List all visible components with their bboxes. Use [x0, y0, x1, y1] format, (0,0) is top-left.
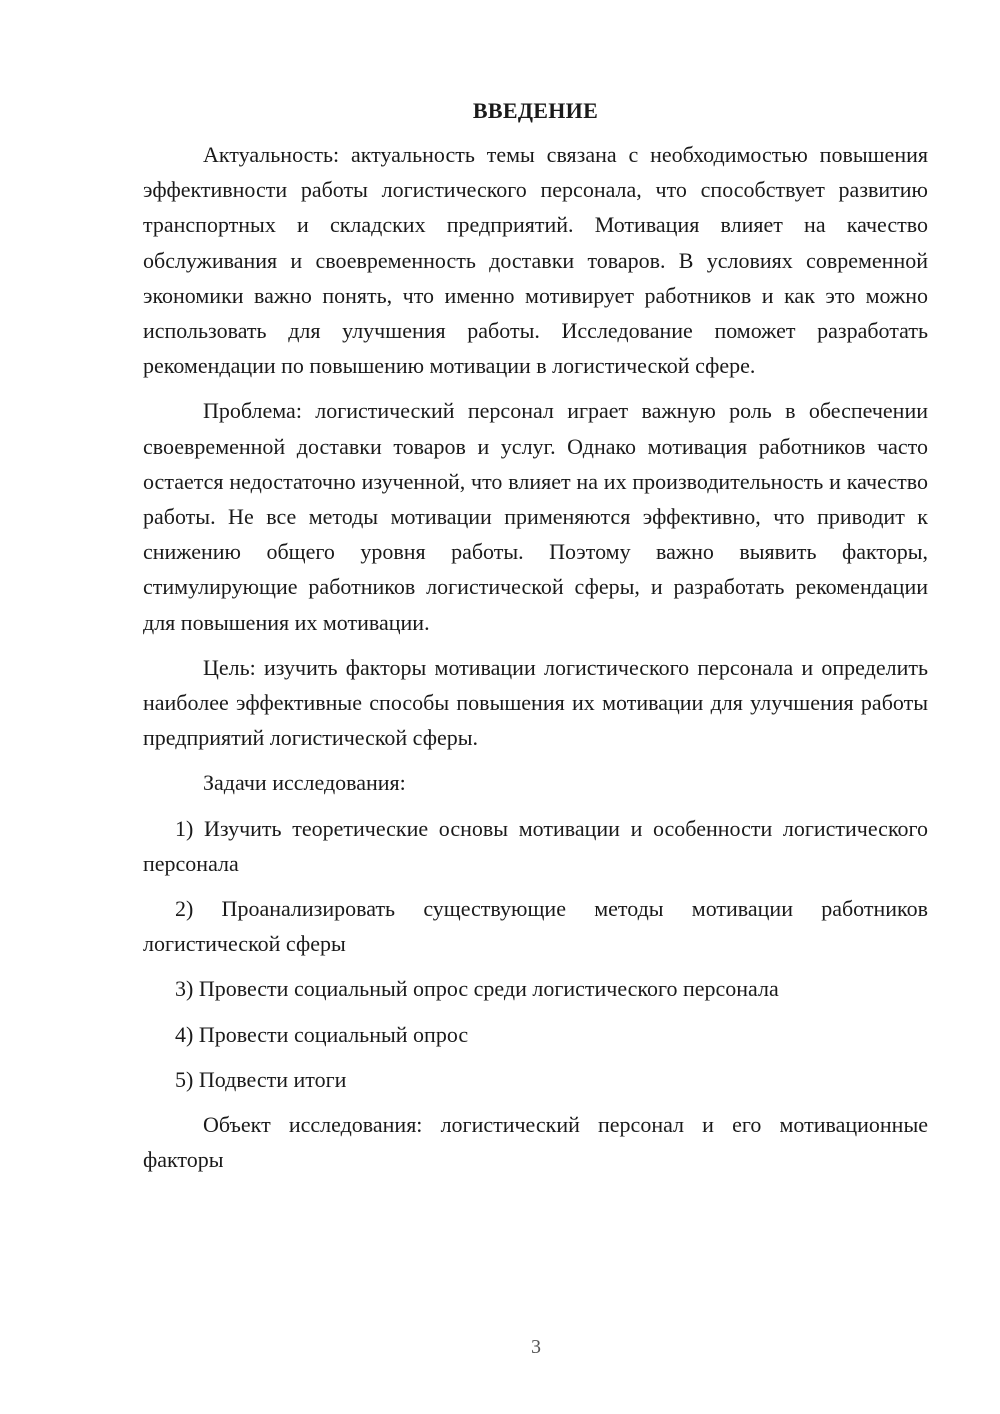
page-content	[143, 95, 928, 1187]
paragraph-object: Объект исследования: логистический персонал и его мотивационные факторы	[143, 1112, 928, 1173]
task-item-3: 3) Провести социальный опрос среди логистического персонала	[175, 976, 779, 1002]
paragraph-goal: Цель: изучить факторы мотивации логистического персонала и определить наиболее эффективные способы повышения их мотивации для улучшения работы предприятий логистической сферы.	[143, 654, 928, 751]
section-heading: ВВЕДЕНИЕ	[472, 98, 599, 123]
paragraph-problem: Проблема: логистический персонал играет важную роль в обеспечении своевременной доставки товаров и услуг. Однако мотивация работников часто остается недостаточно изученной, что влияет на их производительность и качество работы. Не все методы мотивации применяются эффективно, что приводит к снижению общего уровня работы. Поэтому важно выявить факторы, стимулирующие работников логистической сферы, и разработать рекомендации для повышения их мотивации.	[143, 398, 928, 635]
task-item-1: 1) Изучить теоретические основы мотивации и особенности логистического персонала	[143, 815, 928, 876]
page-number	[72, 1333, 1000, 1361]
page-number-value: 3	[531, 1336, 541, 1358]
paragraph-relevance: Актуальность: актуальность темы связана с необходимостью повышения эффективности работы логистического персонала, что способствует развитию транспортных и складских предприятий. Мотивация влияет на качество обслуживания и своевременность доставки товаров. В условиях современной экономики важно понять, что именно мотивирует работников и как это можно использовать для улучшения работы. Исследование поможет разработать рекомендации по повышению мотивации в логистической сфере.	[143, 142, 928, 379]
task-item-4: 4) Провести социальный опрос	[175, 1021, 469, 1047]
task-item-2: 2) Проанализировать существующие методы мотивации работников логистической сферы	[143, 896, 928, 957]
task-item-5: 5) Подвести итоги	[175, 1066, 347, 1092]
paragraph-tasks-intro: Задачи исследования:	[203, 770, 406, 796]
